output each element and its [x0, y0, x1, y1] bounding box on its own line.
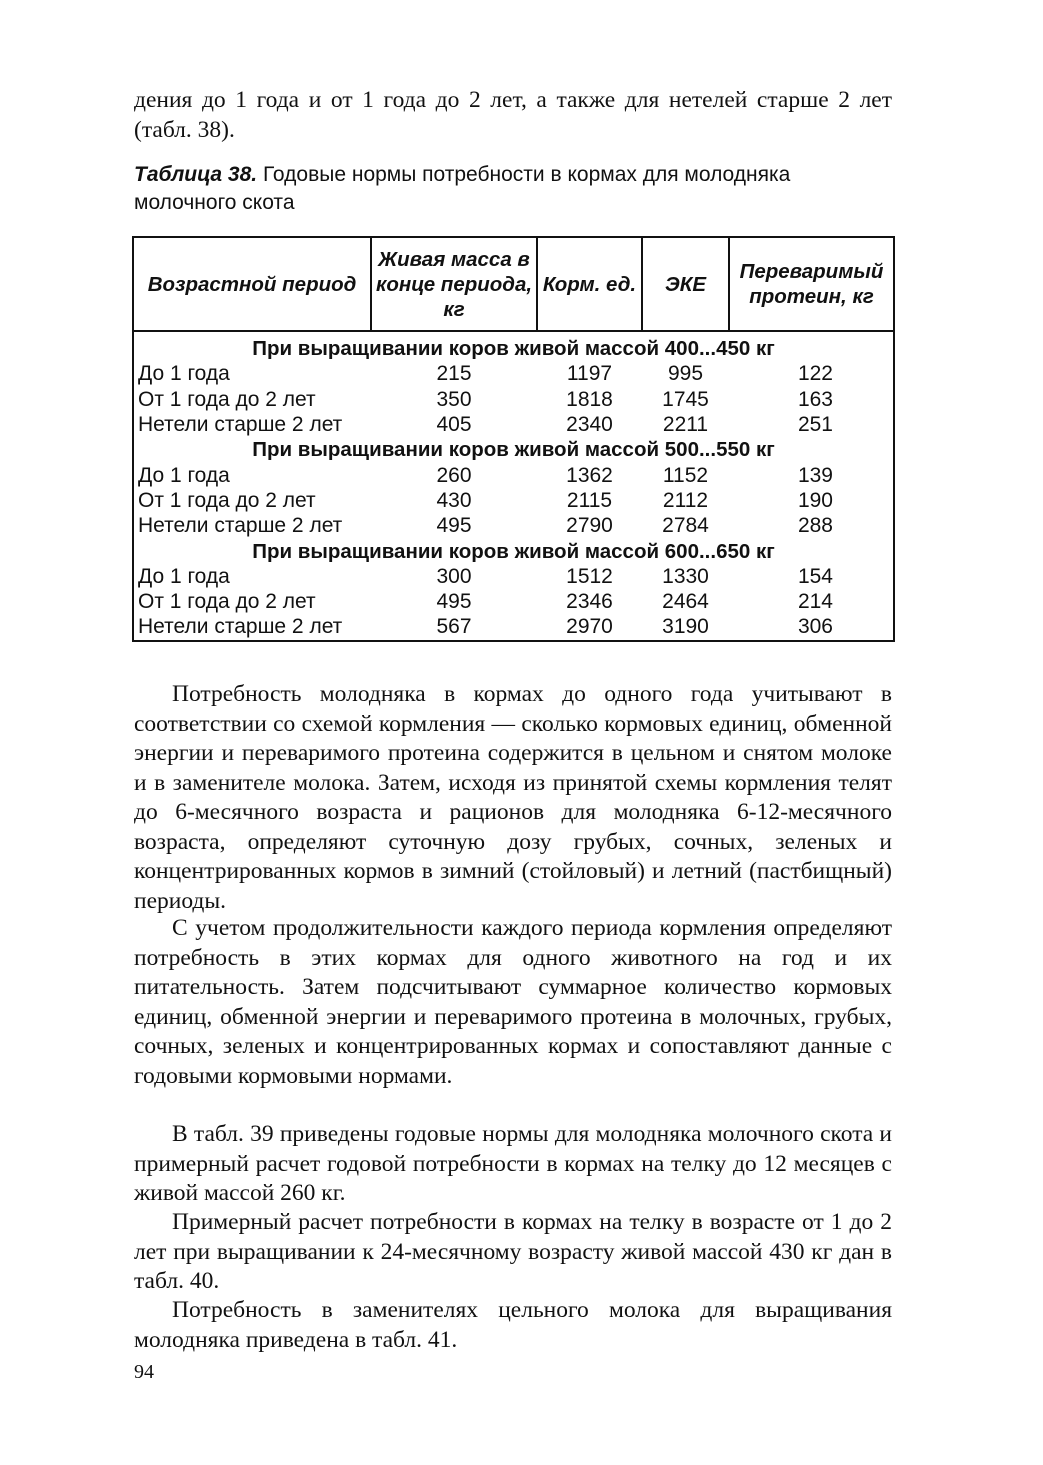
cell-mass: 260 — [436, 463, 472, 487]
cell-protein: 122 — [797, 362, 833, 386]
cell-feed-units: 1362 — [566, 463, 613, 487]
cell-period: До 1 года — [138, 362, 230, 386]
table-row — [133, 387, 894, 412]
cell-eke: 1330 — [662, 564, 709, 588]
cell-feed-units: 1512 — [566, 564, 613, 588]
header-eke: ЭКЕ — [642, 237, 729, 331]
group-title: При выращивании коров живой массой 600...650 кг — [252, 539, 775, 563]
cell-protein: 154 — [797, 564, 833, 588]
cell-eke: 995 — [667, 362, 704, 386]
cell-protein: 190 — [797, 488, 833, 512]
cell-protein: 251 — [797, 413, 833, 437]
cell-period: Нетели старше 2 лет — [138, 514, 343, 538]
cell-period: От 1 года до 2 лет — [138, 488, 316, 512]
cell-mass: 350 — [436, 387, 472, 411]
paragraph: В табл. 39 приведены годовые нормы для молодняка молочного скота и примерный расчет годовой потребности в кормах на телку до 12 месяцев с живой массой 260 кг. — [134, 1121, 892, 1206]
cell-protein: 214 — [797, 590, 833, 614]
group-title: При выращивании коров живой массой 400...450 кг — [252, 337, 775, 361]
feed-norms-table — [132, 236, 895, 642]
cell-feed-units: 2115 — [566, 488, 613, 512]
cell-mass: 405 — [436, 413, 472, 437]
cell-feed-units: 1197 — [566, 362, 613, 386]
cell-protein: 288 — [797, 514, 833, 538]
cell-mass: 495 — [436, 590, 472, 614]
header-protein: Переваримый протеин, кг — [729, 237, 894, 331]
cell-period: От 1 года до 2 лет — [138, 387, 316, 411]
paragraph: Потребность в заменителях цельного молока для выращивания молодняка приведена в табл. 41. — [134, 1297, 892, 1353]
group-title-row — [133, 331, 894, 361]
table-row — [133, 412, 894, 437]
group-title-row — [133, 437, 894, 462]
header-age-period: Возрастной период — [133, 237, 371, 331]
cell-period: Нетели старше 2 лет — [138, 615, 343, 639]
paragraph: Потребность молодняка в кормах до одного года учитывают в соответствии со схемой кормления — сколько кормовых единиц, обменной энергии и переваримого протеина содержится в цельном и снятом молоке и в заменителе молока. Затем, исходя из принятой схемы кормления телят до 6-месячного возраста и рационов для молодняка 6-12-месячного возраста, определяют суточную дозу грубых, сочных, зеленых и концентрированных кормов в зимний (стойловый) и летний (пастбищный) периоды. — [134, 681, 892, 914]
group-title: При выращивании коров живой массой 500...550 кг — [252, 438, 775, 462]
cell-protein: 163 — [797, 387, 833, 411]
cell-feed-units: 2340 — [566, 413, 613, 437]
cell-eke: 2464 — [662, 590, 709, 614]
paragraph: Примерный расчет потребности в кормах на телку в возрасте от 1 до 2 лет при выращивании к 24-месячному возрасту живой массой 430 кг дан в табл. 40. — [134, 1209, 892, 1294]
cell-feed-units: 2970 — [566, 615, 613, 639]
cell-eke: 2112 — [662, 488, 709, 512]
table-caption — [134, 161, 894, 217]
table-header-row — [133, 237, 894, 331]
cell-period: До 1 года — [138, 463, 230, 487]
cell-eke: 2211 — [662, 413, 709, 437]
table-row — [133, 614, 894, 640]
cell-feed-units: 1818 — [566, 387, 613, 411]
cell-eke: 2784 — [662, 514, 709, 538]
header-live-mass: Живая масса в конце периода, кг — [371, 237, 537, 331]
cell-period: До 1 года — [138, 564, 230, 588]
table-row — [133, 564, 894, 589]
group-title-row — [133, 538, 894, 563]
cell-eke: 1745 — [662, 387, 709, 411]
header-feed-units: Корм. ед. — [537, 237, 642, 331]
paragraph: С учетом продолжительности каждого периода кормления определяют потребность в этих кормах для одного животного на год и их питательность. Затем подсчитывают суммарное количество кормовых единиц, обменной энергии и переваримого протеина в молочных, грубых, сочных, зеленых и концентрированных кормах и сопоставляют данные с годовыми кормовыми нормами. — [134, 915, 892, 1089]
cell-eke: 3190 — [662, 615, 709, 639]
table-row — [133, 513, 894, 538]
intro-paragraph: дения до 1 года и от 1 года до 2 лет, а также для нетелей старше 2 лет (табл. 38). — [134, 87, 892, 143]
cell-feed-units: 2346 — [566, 590, 613, 614]
table-caption-text: Годовые нормы потребности в кормах для молодняка молочного скота — [134, 163, 791, 214]
table-row — [133, 589, 894, 614]
cell-mass: 300 — [436, 564, 472, 588]
cell-mass: 495 — [436, 514, 472, 538]
table-row — [133, 488, 894, 513]
cell-mass: 567 — [436, 615, 472, 639]
cell-period: От 1 года до 2 лет — [138, 590, 316, 614]
table-caption-label: Таблица 38. — [134, 163, 258, 186]
cell-protein: 306 — [797, 615, 833, 639]
cell-mass: 430 — [436, 488, 472, 512]
cell-period: Нетели старше 2 лет — [138, 413, 343, 437]
table-row — [133, 462, 894, 487]
page-number: 94 — [134, 1361, 154, 1383]
cell-mass: 215 — [436, 362, 472, 386]
cell-feed-units: 2790 — [566, 514, 613, 538]
cell-eke: 1152 — [662, 463, 709, 487]
cell-protein: 139 — [797, 463, 833, 487]
table-row — [133, 361, 894, 386]
